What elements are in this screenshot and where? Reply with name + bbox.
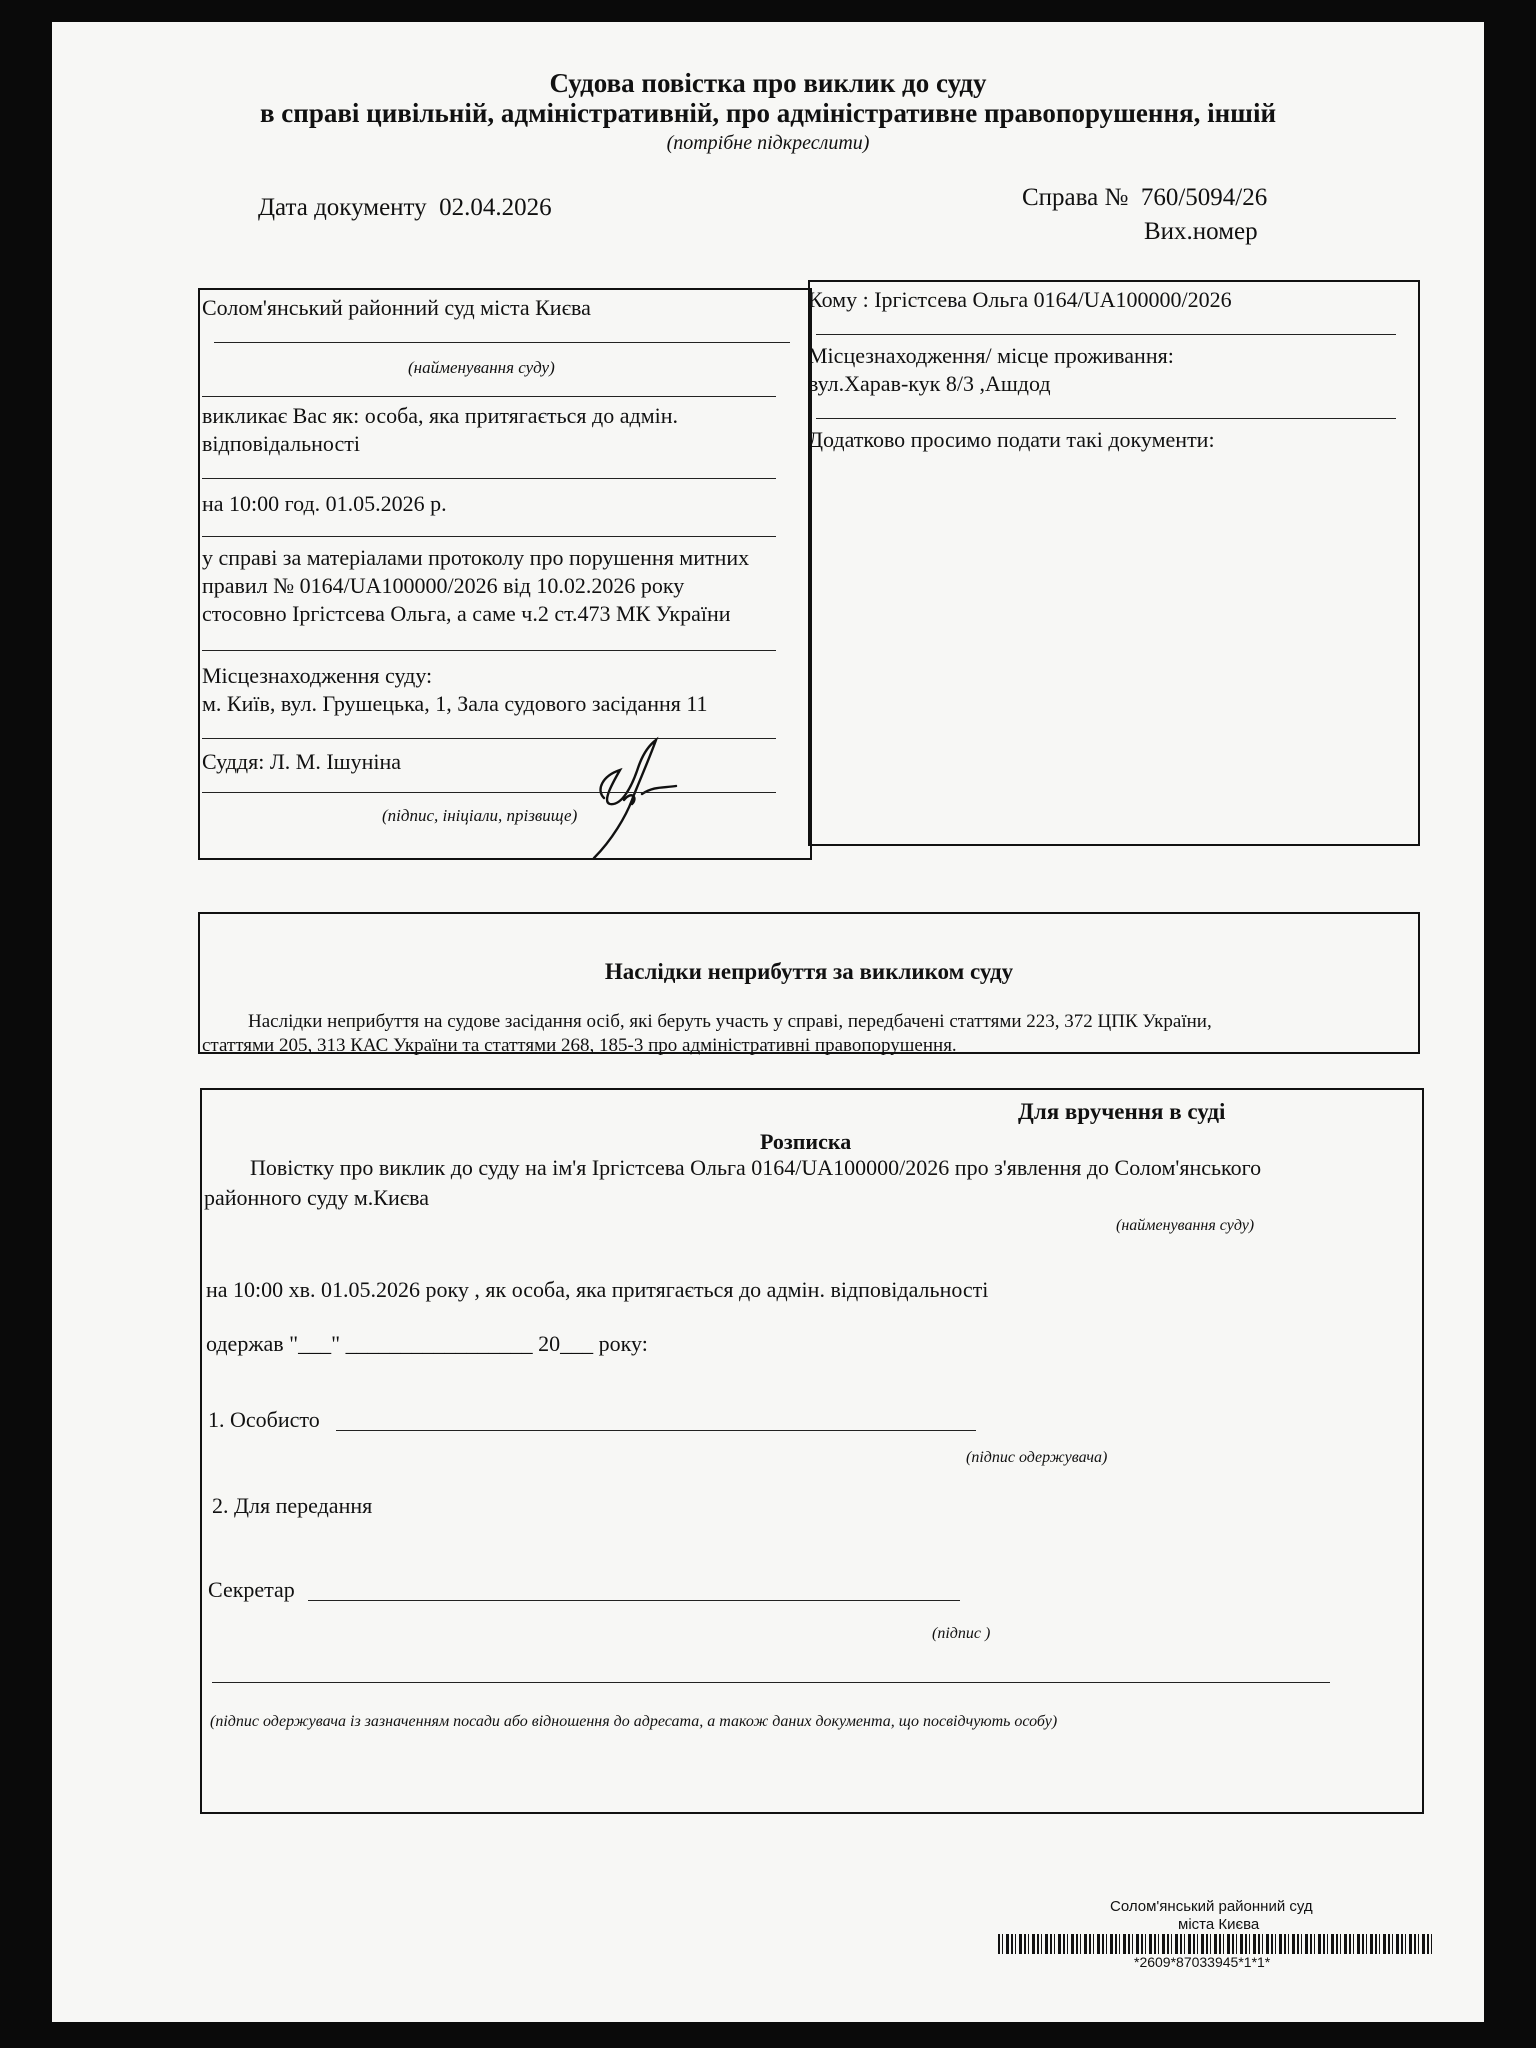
receipt-time-line: на 10:00 хв. 01.05.2026 року , як особа, яка притягається до адмін. відповідальності bbox=[206, 1277, 989, 1302]
personal-delivery-label: 1. Особисто bbox=[208, 1407, 320, 1432]
stamp-line-1: Солом'янський районний суд bbox=[1110, 1898, 1313, 1915]
separator bbox=[816, 334, 1396, 335]
case-number bbox=[1022, 184, 1267, 212]
receipt-line-1: Повістку про виклик до суду на ім'я Іргістсева Ольга 0164/UA100000/2026 про з'явлення до Солом'янського bbox=[250, 1155, 1262, 1180]
transfer-label: 2. Для передання bbox=[212, 1493, 373, 1518]
case-line-1: у справі за матеріалами протоколу про порушення митних bbox=[202, 545, 750, 570]
signature-line bbox=[212, 1682, 1330, 1683]
recipient-line: Кому : Іргістсева Ольга 0164/UA100000/2026 bbox=[808, 287, 1232, 312]
court-name: Солом'янський районний суд міста Києва bbox=[202, 295, 591, 320]
court-caption: (найменування суду) bbox=[408, 358, 555, 377]
signature-line bbox=[336, 1430, 976, 1431]
barcode-image bbox=[998, 1934, 1432, 1954]
summon-line-2: відповідальності bbox=[202, 431, 360, 456]
stamp-line-2: міста Києва bbox=[1178, 1916, 1260, 1933]
document-date bbox=[258, 194, 552, 222]
judge-signature-caption: (підпис, ініціали, прізвище) bbox=[382, 806, 578, 825]
separator bbox=[202, 396, 776, 397]
title-line-1: Судова повістка про виклик до суду bbox=[549, 68, 987, 98]
court-location-value: м. Київ, вул. Грушецька, 1, Зала судового засідання 11 bbox=[202, 691, 708, 716]
recipient-signature-caption: (підпис одержувача) bbox=[966, 1449, 1108, 1466]
case-label: Справа № bbox=[1022, 184, 1129, 211]
out-number-label: Вих.номер bbox=[1144, 218, 1258, 245]
summon-line-1: викликає Вас як: особа, яка притягається до адмін. bbox=[202, 403, 679, 428]
consequences-text-1: Наслідки неприбуття на судове засідання осіб, які беруть участь у справі, передбачені статтями 223, 372 ЦПК України, bbox=[248, 1011, 1212, 1032]
case-line-3: стосовно Іргістсева Ольга, а саме ч.2 ст.473 МК України bbox=[202, 601, 731, 626]
consequences-text-2: статтями 205, 313 КАС України та статтями 268, 185-3 про адміністративні правопорушення. bbox=[202, 1035, 957, 1056]
receipt-line-2: районного суду м.Києва bbox=[204, 1185, 430, 1210]
barcode-text: *2609*87033945*1*1* bbox=[1134, 1954, 1271, 1970]
signature-image bbox=[572, 728, 692, 868]
residence-label: Місцезнаходження/ місце проживання: bbox=[808, 343, 1174, 368]
title-note: (потрібне підкреслити) bbox=[666, 132, 870, 154]
hearing-time: на 10:00 год. 01.05.2026 р. bbox=[202, 491, 447, 516]
court-location-label: Місцезнаходження суду: bbox=[202, 663, 433, 688]
separator bbox=[202, 650, 776, 651]
signature-line bbox=[308, 1600, 960, 1601]
date-label: Дата документу bbox=[258, 194, 427, 221]
judge-name: Суддя: Л. М. Ішуніна bbox=[202, 749, 402, 774]
receipt-court-caption: (найменування суду) bbox=[1116, 1217, 1255, 1234]
residence-value: вул.Харав-кук 8/3 ,Ашдод bbox=[808, 371, 1051, 396]
documents-label: Додатково просимо подати такі документи: bbox=[808, 427, 1215, 452]
separator bbox=[202, 792, 776, 793]
case-value: 760/5094/26 bbox=[1140, 184, 1268, 211]
date-value: 02.04.2026 bbox=[439, 194, 552, 221]
receipt-heading: Розписка bbox=[760, 1129, 852, 1154]
document-page bbox=[52, 22, 1484, 2022]
case-line-2: правил № 0164/UA100000/2026 від 10.02.2026 року bbox=[202, 573, 685, 598]
received-date-line: одержав "___" _________________ 20___ року: bbox=[206, 1331, 648, 1356]
secretary-signature-caption: (підпис ) bbox=[932, 1625, 991, 1642]
separator bbox=[202, 478, 776, 479]
consequences-heading: Наслідки неприбуття за викликом суду bbox=[604, 959, 1014, 984]
secretary-label: Секретар bbox=[208, 1577, 295, 1602]
separator bbox=[202, 536, 776, 537]
for-court-label: Для вручення в суді bbox=[1018, 1099, 1226, 1124]
title-line-2: в справі цивільній, адміністративній, про адміністративне правопорушення, іншій bbox=[259, 98, 1277, 128]
separator bbox=[816, 418, 1396, 419]
footer-caption: (підпис одержувача із зазначенням посади або відношення до адресата, а також даних документа, що посвідчують особу) bbox=[210, 1713, 1058, 1730]
underline bbox=[214, 342, 790, 343]
